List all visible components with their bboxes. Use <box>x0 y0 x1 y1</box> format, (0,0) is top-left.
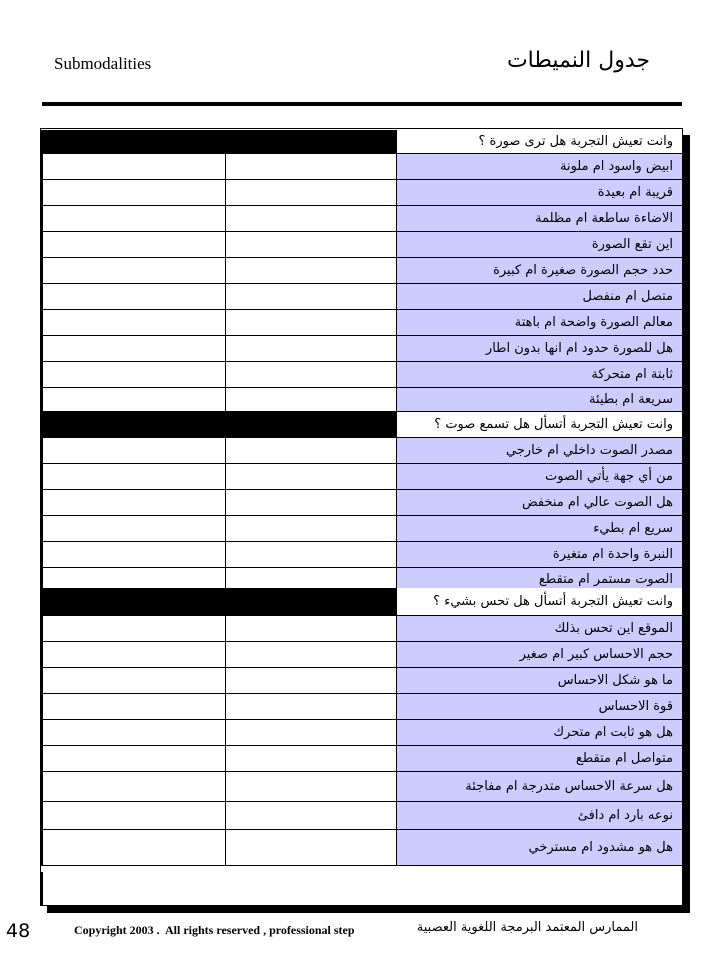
question-text: هل الصوت عالي ام منخفض <box>522 495 673 510</box>
header-title-english: Submodalities <box>54 54 152 73</box>
question-text: حجم الاحساس كبير ام صغير <box>519 647 673 662</box>
question-text: هل هو مشدود ام مسترخي <box>528 840 673 855</box>
question-text: متواصل ام متقطع <box>575 751 673 766</box>
question-text: الصوت مستمر ام متقطع <box>538 572 673 587</box>
question-text: متصل ام منفصل <box>582 289 673 304</box>
question-text: ابيض واسود ام ملونة <box>560 159 673 174</box>
question-text: الموقع اين تحس بذلك <box>554 621 673 636</box>
question-text: هل سرعة الاحساس متدرجة ام مفاجئة <box>465 779 673 794</box>
question-text: سريعة ام بطيئة <box>589 392 673 407</box>
table-frame <box>40 128 683 906</box>
question-text: النبرة واحدة ام متغيرة <box>552 547 673 562</box>
page-number: 48 <box>6 920 31 942</box>
question-text: قريبة ام بعيدة <box>597 185 673 200</box>
question-text: هل للصورة حدود ام انها بدون اطار <box>485 341 673 356</box>
question-text: ما هو شكل الاحساس <box>557 673 673 688</box>
header-title-arabic: جدول النميطات <box>506 48 650 73</box>
question-text: هل هو ثابت ام متحرك <box>553 725 673 740</box>
section-question-text: وانت تعيش التجربة أتسأل هل تحس بشيء ؟ <box>433 594 673 609</box>
header-divider <box>42 102 682 106</box>
program-name: الممارس المعتمد البرمجة اللغوية العصبية <box>416 920 638 935</box>
question-text: اين تقع الصورة <box>591 237 673 252</box>
section-question-text: وانت تعيش التجربة هل ترى صورة ؟ <box>478 134 673 149</box>
question-text: نوعه بارد ام دافئ <box>577 808 673 823</box>
question-text: حدد حجم الصورة صغيرة ام كبيرة <box>493 263 673 278</box>
section-question-text: وانت تعيش التجربة أتسأل هل تسمع صوت ؟ <box>434 417 673 432</box>
question-text: معالم الصورة واضحة ام باهتة <box>514 315 673 330</box>
copyright-notice: Copyright 2003 . All rights reserved , professional step <box>74 923 355 937</box>
question-text: من أي جهة يأتي الصوت <box>544 469 673 484</box>
question-text: سريع ام بطيء <box>593 521 673 536</box>
question-text: ثابتة ام متحركة <box>591 367 673 382</box>
question-text: الاضاءة ساطعة ام مظلمة <box>535 211 673 226</box>
question-text: قوة الاحساس <box>598 699 673 714</box>
question-text: مصدر الصوت داخلي ام خارجي <box>505 443 673 458</box>
